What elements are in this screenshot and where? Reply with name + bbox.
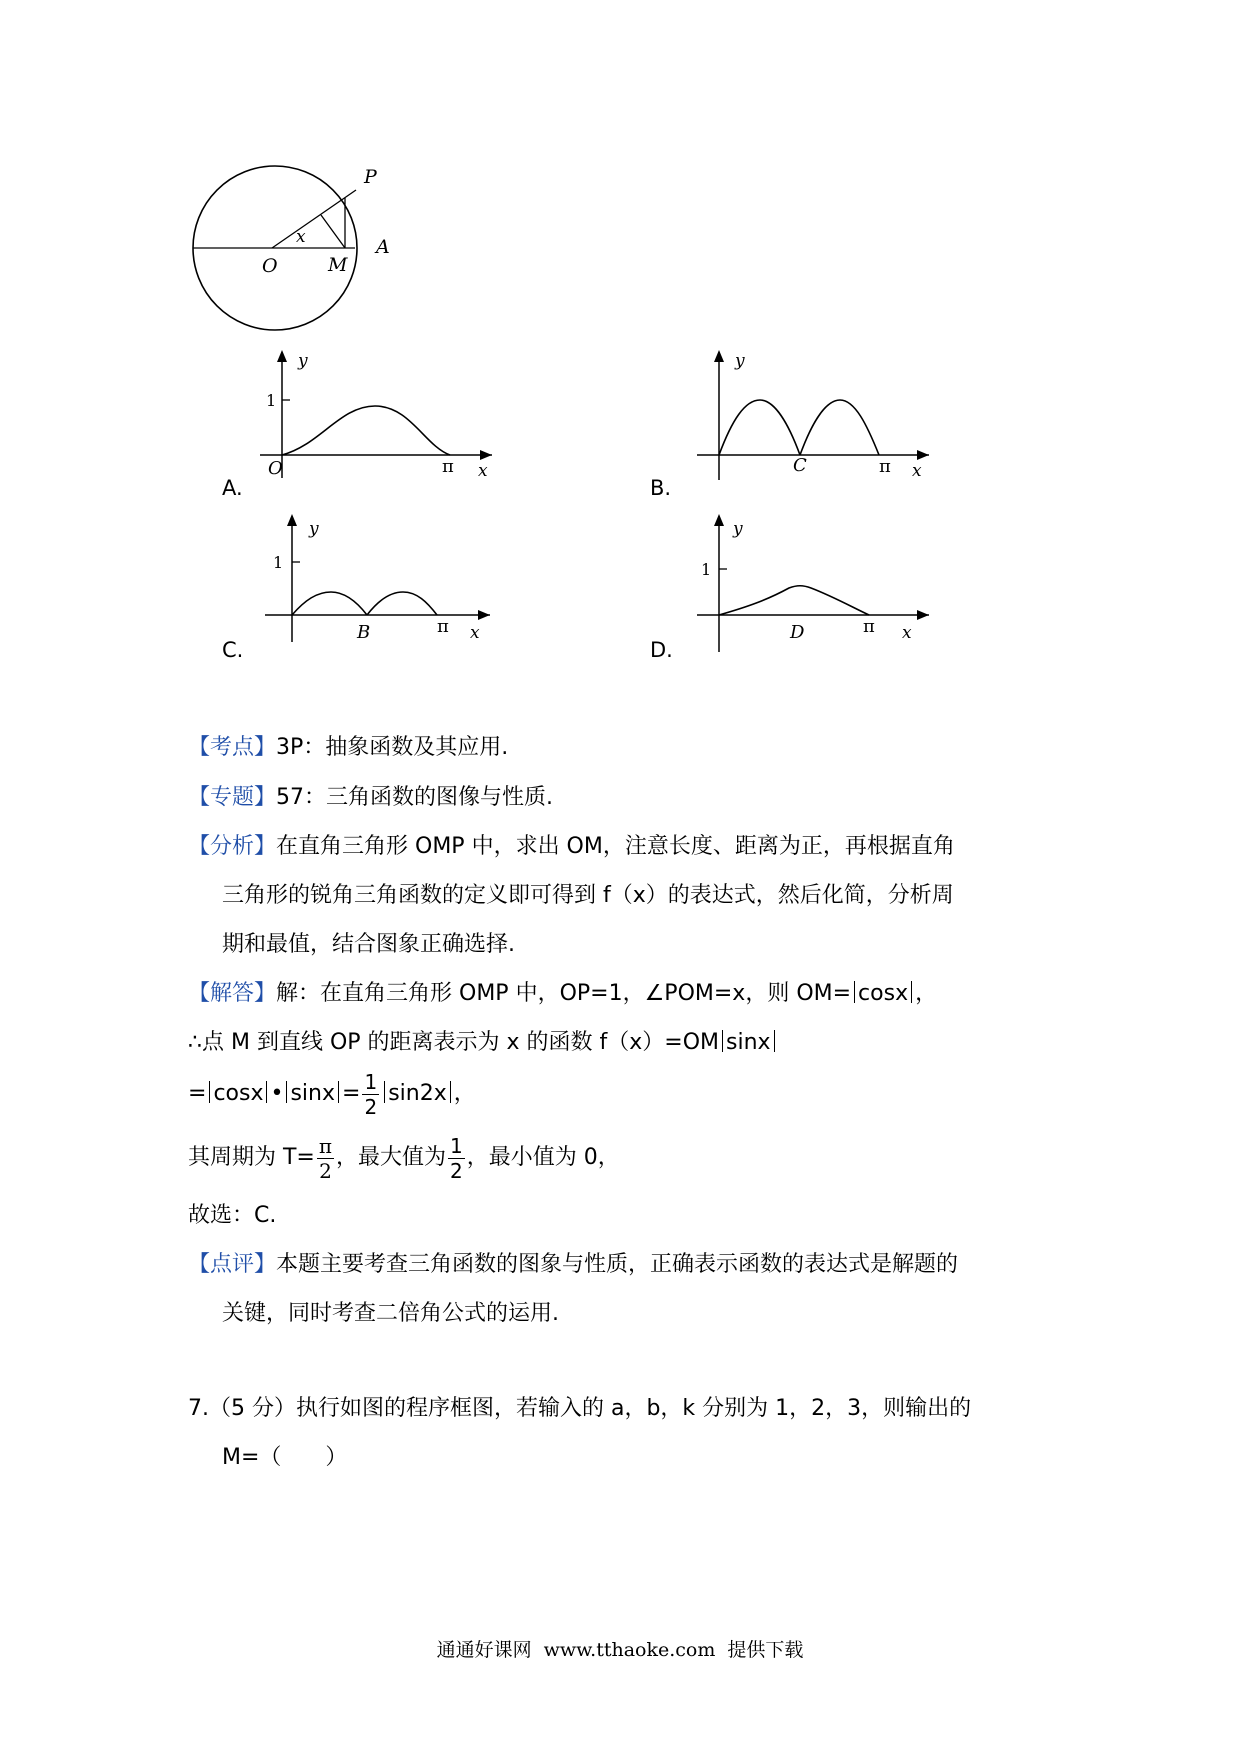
option-d-graph xyxy=(697,512,937,662)
point-C-label: C xyxy=(793,455,807,476)
y-axis-label: y xyxy=(735,351,745,371)
kaodian-line xyxy=(188,732,508,764)
distance-function-line xyxy=(188,1027,778,1059)
simplify-line xyxy=(188,1066,476,1122)
question-7-line-1: 7.（5 分）执行如图的程序框图，若输入的 a，b，k 分别为 1，2，3，则输出的 xyxy=(188,1396,972,1421)
line3-eq2: = xyxy=(342,1081,361,1106)
option-c-graph xyxy=(265,512,505,662)
x-axis-label: x xyxy=(470,623,480,643)
footer-url[interactable]: www.tthaoke.com xyxy=(543,1639,716,1661)
jieda-text-1b: cosx xyxy=(858,981,909,1006)
pi-label: π xyxy=(437,616,449,637)
line4-text-c: ，最小值为 0， xyxy=(466,1145,620,1170)
zhuanti-text: 57：三角函数的图像与性质. xyxy=(276,785,554,810)
tick-one-label: 1 xyxy=(701,560,712,579)
y-axis-label: y xyxy=(733,519,743,539)
line4-text-b: ，最大值为 xyxy=(336,1145,447,1170)
question-7-line-2: M=（ ） xyxy=(222,1445,348,1470)
label-x: x xyxy=(296,227,306,247)
point-B-label: B xyxy=(357,622,371,643)
zhuanti-tag: 【专题】 xyxy=(188,785,277,810)
x-axis-label: x xyxy=(902,623,912,643)
max-value-fraction: $\frac{1}{2}$ xyxy=(450,1133,463,1183)
dianping-tag: 【点评】 xyxy=(188,1252,277,1277)
option-a-label[interactable]: A. xyxy=(222,476,243,500)
line2-text-a: ∴点 M 到直线 OP 的距离表示为 x 的函数 f（x）=OM xyxy=(188,1030,720,1055)
origin-label: O xyxy=(268,458,283,479)
page-footer xyxy=(0,1635,1240,1662)
tick-one-label: 1 xyxy=(266,391,277,410)
footer-suffix: 提供下载 xyxy=(727,1639,804,1661)
point-D-label: D xyxy=(790,622,805,643)
pi-label: π xyxy=(442,456,454,477)
footer-site: 通通好课网 xyxy=(436,1639,532,1661)
fenxi-text-1: 在直角三角形 OMP 中，求出 OM，注意长度、距离为正，再根据直角 xyxy=(276,834,955,859)
label-O: O xyxy=(262,255,278,277)
option-b-graph xyxy=(697,350,937,500)
jieda-text-1a: 解：在直角三角形 OMP 中，OP=1，∠POM=x，则 OM= xyxy=(276,981,852,1006)
line3-cosx: cosx xyxy=(213,1081,264,1106)
dianping-line-1 xyxy=(188,1249,958,1281)
fenxi-line-3: 期和最值，结合图象正确选择. xyxy=(222,932,515,957)
line3-sinx: sinx xyxy=(290,1081,336,1106)
line3-sin2x: sin2x xyxy=(388,1081,447,1106)
period-line xyxy=(188,1130,620,1186)
zhuanti-line xyxy=(188,782,553,814)
pi-label: π xyxy=(879,456,891,477)
answer-line: 故选：C. xyxy=(188,1203,277,1228)
y-axis-label: y xyxy=(309,519,319,539)
label-P: P xyxy=(364,166,377,188)
jieda-line-1 xyxy=(188,978,937,1010)
circle-figure xyxy=(190,165,410,340)
x-axis-label: x xyxy=(912,461,922,481)
x-axis-label: x xyxy=(478,461,488,481)
option-b-label[interactable]: B. xyxy=(650,476,672,500)
option-c-label[interactable]: C. xyxy=(222,638,244,662)
tick-one-label: 1 xyxy=(273,553,284,572)
dianping-line-2: 关键，同时考查二倍角公式的运用. xyxy=(222,1301,559,1326)
kaodian-text: 3P：抽象函数及其应用. xyxy=(276,735,509,760)
jieda-tag: 【解答】 xyxy=(188,981,277,1006)
pi-label: π xyxy=(863,616,875,637)
label-A: A xyxy=(376,236,390,258)
line3-eq: = xyxy=(188,1081,207,1106)
jieda-text-1c: ， xyxy=(915,981,938,1006)
line3-comma: ， xyxy=(453,1081,476,1106)
option-d-label[interactable]: D. xyxy=(650,638,673,662)
label-M: M xyxy=(328,254,348,276)
half-fraction: $\frac{1}{2}$ xyxy=(364,1069,378,1119)
line4-text-a: 其周期为 T= xyxy=(188,1145,315,1170)
dianping-text-1: 本题主要考查三角函数的图象与性质，正确表示函数的表达式是解题的 xyxy=(276,1252,959,1277)
fenxi-tag: 【分析】 xyxy=(188,834,277,859)
fenxi-line-1 xyxy=(188,831,955,863)
line3-dot: • xyxy=(270,1081,284,1106)
line2-text-b: sinx xyxy=(726,1030,771,1055)
fenxi-line-2: 三角形的锐角三角函数的定义即可得到 f（x）的表达式，然后化简，分析周 xyxy=(222,883,954,908)
pi-over-two-fraction: $\frac{\pi}{2}$ xyxy=(318,1133,333,1183)
option-a-graph xyxy=(260,350,500,500)
kaodian-tag: 【考点】 xyxy=(188,735,277,760)
y-axis-label: y xyxy=(298,351,308,371)
